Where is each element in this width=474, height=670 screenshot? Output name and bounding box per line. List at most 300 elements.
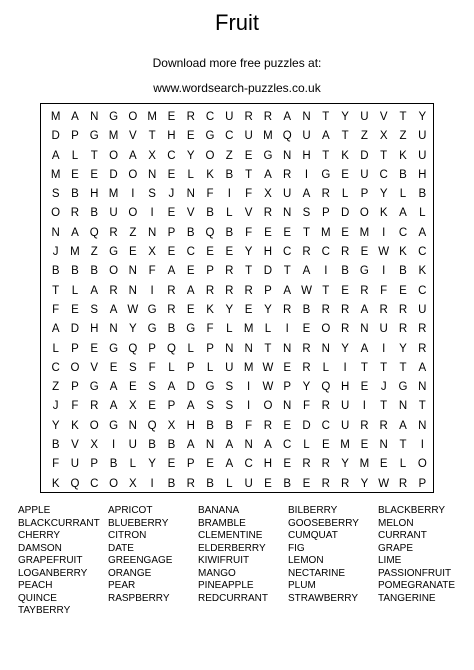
grid-letter: C <box>167 149 176 162</box>
grid-letter: F <box>245 188 253 201</box>
word-list-item: TAYBERRY <box>18 605 71 616</box>
grid-letter: V <box>71 439 79 452</box>
grid-letter: N <box>225 342 234 355</box>
grid-letter: A <box>225 439 234 452</box>
grid-row <box>46 359 431 378</box>
grid-letter: W <box>301 284 312 297</box>
grid-letter: E <box>341 226 349 239</box>
grid-letter: H <box>167 130 176 143</box>
grid-letter: M <box>243 361 254 374</box>
grid-row <box>46 436 431 455</box>
grid-letter: G <box>109 246 119 259</box>
download-text: Download more free puzzles at: <box>152 56 322 70</box>
grid-letter: R <box>225 265 234 278</box>
grid-letter: O <box>321 323 331 336</box>
grid-letter: L <box>226 207 233 220</box>
word-list-item: BILBERRY <box>288 505 338 516</box>
grid-letter: G <box>89 130 99 143</box>
grid-letter: X <box>148 246 156 259</box>
grid-letter: X <box>129 400 137 413</box>
grid-letter: L <box>399 458 407 471</box>
grid-letter: N <box>379 439 388 452</box>
grid-letter: E <box>360 381 369 394</box>
grid-letter: U <box>379 323 388 336</box>
grid-letter: U <box>340 419 350 432</box>
grid-letter: K <box>206 168 214 181</box>
grid-letter: C <box>205 111 215 123</box>
grid-letter: N <box>109 323 118 336</box>
grid-letter: M <box>359 458 370 471</box>
grid-letter: P <box>71 130 79 143</box>
grid-letter: T <box>322 284 330 297</box>
grid-letter: S <box>206 400 214 413</box>
grid-letter: Q <box>89 226 99 239</box>
grid-letter: U <box>360 168 369 181</box>
grid-letter: L <box>71 149 79 162</box>
grid-letter: C <box>225 130 234 143</box>
grid-letter: E <box>206 458 214 471</box>
grid-letter: N <box>302 111 311 123</box>
grid-row <box>46 243 431 262</box>
grid-letter: E <box>360 439 369 452</box>
grid-letter: J <box>52 400 59 413</box>
grid-letter: C <box>283 246 292 259</box>
grid-letter: T <box>322 111 330 123</box>
grid-letter: H <box>418 168 427 181</box>
grid-letter: E <box>167 458 176 471</box>
grid-letter: X <box>379 130 388 143</box>
grid-letter: T <box>52 284 60 297</box>
grid-letter: A <box>399 419 407 432</box>
grid-letter: V <box>186 207 195 220</box>
grid-letter: A <box>283 284 292 297</box>
grid-letter: R <box>109 226 118 239</box>
grid-letter: B <box>148 439 156 452</box>
grid-letter: U <box>360 111 369 123</box>
grid-letter: R <box>263 419 273 432</box>
grid-letter: S <box>148 188 156 201</box>
grid-letter: T <box>148 130 156 143</box>
grid-letter: F <box>302 400 311 413</box>
grid-letter: F <box>206 188 214 201</box>
grid-letter: V <box>379 111 388 123</box>
grid-letter: O <box>128 111 138 123</box>
grid-letter: Y <box>186 149 195 162</box>
grid-letter: Y <box>341 458 349 471</box>
grid-letter: A <box>418 361 427 374</box>
word-list-item: MELON <box>378 517 414 529</box>
grid-letter: T <box>380 149 388 162</box>
word-list-item: BLACKCURRANT <box>18 517 100 529</box>
grid-letter: C <box>418 246 427 259</box>
grid-letter: R <box>398 303 408 316</box>
word-list-item: TANGERINE <box>378 592 436 604</box>
grid-letter: O <box>128 168 138 181</box>
grid-letter: G <box>109 419 119 432</box>
grid-letter: T <box>245 168 253 181</box>
grid-letter: X <box>264 188 272 201</box>
grid-letter: M <box>340 439 350 452</box>
grid-letter: G <box>205 130 215 143</box>
grid-letter: R <box>302 458 311 471</box>
grid-letter: B <box>51 265 60 278</box>
word-list-item: BANANA <box>198 505 240 516</box>
grid-letter: L <box>206 361 214 374</box>
grid-letter: R <box>70 207 80 220</box>
grid-letter: C <box>244 458 253 471</box>
grid-letter: B <box>186 226 195 239</box>
grid-letter: N <box>418 419 427 432</box>
grid-letter: N <box>283 149 292 162</box>
word-list-item: POMEGRANATE <box>378 580 456 591</box>
grid-letter: S <box>302 207 311 220</box>
grid-letter: G <box>89 381 99 394</box>
word-list-item: FIG <box>288 542 305 554</box>
grid-letter: H <box>186 419 195 432</box>
grid-letter: Y <box>360 477 369 490</box>
grid-letter: R <box>263 111 273 123</box>
grid-letter: W <box>127 303 139 316</box>
grid-letter: T <box>245 265 253 278</box>
grid-letter: L <box>226 323 233 336</box>
grid-letter: G <box>205 381 215 394</box>
grid-row <box>46 127 431 146</box>
grid-letter: B <box>225 168 234 181</box>
grid-letter: A <box>109 400 118 413</box>
grid-letter: R <box>321 400 330 413</box>
grid-letter: E <box>186 130 195 143</box>
page-title: Fruit <box>215 10 259 35</box>
grid-letter: T <box>380 361 388 374</box>
grid-letter: O <box>109 265 119 278</box>
grid-letter: Y <box>148 458 156 471</box>
grid-letter: X <box>148 149 156 162</box>
grid-letter: E <box>167 168 176 181</box>
grid-letter: R <box>398 477 408 490</box>
website-url: www.wordsearch-puzzles.co.uk <box>153 81 321 95</box>
grid-letter: P <box>71 342 79 355</box>
grid-letter: F <box>245 226 253 239</box>
grid-letter: U <box>340 400 350 413</box>
grid-letter: M <box>147 111 157 123</box>
grid-letter: N <box>283 400 292 413</box>
grid-letter: R <box>321 477 330 490</box>
grid-letter: D <box>109 168 118 181</box>
grid-letter: N <box>283 342 292 355</box>
grid-letter: I <box>362 400 366 413</box>
grid-letter: E <box>244 149 253 162</box>
grid-letter: S <box>225 400 234 413</box>
grid-letter: G <box>321 168 331 181</box>
grid-letter: W <box>262 381 274 394</box>
grid-letter: L <box>129 458 137 471</box>
word-list-item: GRAPEFRUIT <box>18 555 83 566</box>
grid-letter: Z <box>129 226 137 239</box>
grid-letter: I <box>131 188 135 201</box>
word-list-item: LOGANBERRY <box>18 567 88 579</box>
word-list-item: PEAR <box>108 580 136 591</box>
grid-letter: L <box>226 477 233 490</box>
grid-letter: R <box>379 303 388 316</box>
grid-letter: D <box>70 323 80 336</box>
grid-row <box>46 204 431 223</box>
grid-letter: R <box>90 400 99 413</box>
grid-letter: L <box>399 188 407 201</box>
grid-letter: E <box>283 458 292 471</box>
grid-letter: P <box>148 342 156 355</box>
grid-letter: U <box>418 303 427 316</box>
grid-letter: E <box>148 400 156 413</box>
grid-letter: T <box>322 149 330 162</box>
word-list-item: CHERRY <box>18 530 61 541</box>
word-list-item: ORANGE <box>108 567 152 579</box>
grid-letter: J <box>168 188 175 201</box>
grid-letter: P <box>283 381 292 394</box>
grid-letter: I <box>150 207 154 220</box>
grid-letter: T <box>90 149 98 162</box>
grid-letter: C <box>379 168 388 181</box>
grid-letter: F <box>206 323 214 336</box>
grid-letter: A <box>225 458 234 471</box>
grid-letter: Y <box>225 303 234 316</box>
grid-letter: O <box>51 207 61 220</box>
grid-letter: M <box>359 226 370 239</box>
word-list-item: QUINCE <box>18 592 57 604</box>
grid-letter: R <box>205 284 215 297</box>
grid-letter: R <box>302 246 311 259</box>
grid-letter: L <box>322 361 329 374</box>
grid-letter: W <box>262 361 274 374</box>
grid-letter: T <box>283 265 291 278</box>
grid-letter: Q <box>282 130 292 143</box>
grid-letter: N <box>128 265 137 278</box>
grid-letter: R <box>283 303 292 316</box>
grid-letter: P <box>418 477 427 490</box>
grid-letter: Z <box>52 381 60 394</box>
grid-row <box>46 397 431 416</box>
grid-letter: R <box>225 284 234 297</box>
grid-row <box>46 301 431 320</box>
grid-letter: J <box>380 381 387 394</box>
grid-letter: E <box>225 246 234 259</box>
grid-letter: G <box>398 381 408 394</box>
grid-letter: U <box>244 130 253 143</box>
grid-letter: B <box>302 303 311 316</box>
grid-letter: B <box>167 477 176 490</box>
grid-letter: M <box>50 111 61 123</box>
grid-letter: A <box>186 400 195 413</box>
grid-letter: N <box>147 168 157 181</box>
grid-letter: P <box>360 188 369 201</box>
grid-letter: C <box>321 246 330 259</box>
grid-letter: Z <box>399 130 407 143</box>
grid-letter: A <box>264 439 272 452</box>
grid-row <box>46 282 431 301</box>
grid-letter: Y <box>264 303 272 316</box>
word-list-item: CURRANT <box>378 530 427 541</box>
grid-letter: C <box>186 246 195 259</box>
grid-letter: P <box>167 226 176 239</box>
grid-letter: V <box>90 361 99 374</box>
grid-letter: S <box>51 188 60 201</box>
grid-letter: A <box>302 265 311 278</box>
grid-letter: R <box>167 284 176 297</box>
grid-letter: A <box>418 226 427 239</box>
grid-letter: T <box>399 361 407 374</box>
grid-letter: R <box>321 303 330 316</box>
grid-letter: Y <box>341 342 349 355</box>
grid-letter: A <box>360 342 369 355</box>
grid-letter: R <box>244 284 253 297</box>
grid-letter: I <box>343 361 347 374</box>
grid-letter: B <box>341 265 349 278</box>
grid-letter: E <box>90 168 99 181</box>
grid-letter: C <box>283 439 292 452</box>
word-list-item: CUMQUAT <box>288 530 338 541</box>
grid-letter: O <box>109 149 119 162</box>
grid-letter: E <box>379 458 388 471</box>
grid-letter: N <box>398 400 408 413</box>
word-list-item: REDCURRANT <box>198 592 268 604</box>
grid-letter: B <box>418 188 427 201</box>
grid-letter: G <box>186 323 196 336</box>
grid-letter: P <box>206 342 214 355</box>
grid-row <box>46 185 431 204</box>
grid-letter: F <box>380 284 388 297</box>
grid-letter: L <box>168 361 175 374</box>
word-list-item: ELDERBERRY <box>198 542 266 554</box>
grid-letter: A <box>51 149 60 162</box>
word-list-item: PEACH <box>18 580 53 591</box>
grid-letter: R <box>283 168 292 181</box>
grid-letter: E <box>283 226 292 239</box>
word-list-item: PINEAPPLE <box>198 580 254 591</box>
grid-letter: E <box>321 439 330 452</box>
grid-letter: A <box>283 111 292 123</box>
grid-letter: O <box>109 477 119 490</box>
grid-letter: G <box>359 265 369 278</box>
grid-letter: R <box>167 303 176 316</box>
grid-letter: O <box>205 149 215 162</box>
grid-letter: W <box>378 246 390 259</box>
word-search-grid <box>40 103 434 493</box>
grid-letter: A <box>186 284 195 297</box>
grid-letter: H <box>263 246 273 259</box>
grid-letter: B <box>71 265 79 278</box>
grid-letter: Z <box>360 130 368 143</box>
grid-row <box>46 417 431 436</box>
grid-letter: Y <box>399 342 407 355</box>
grid-letter: X <box>90 439 99 452</box>
grid-letter: T <box>399 111 407 123</box>
grid-letter: B <box>225 419 234 432</box>
word-list-item: APPLE <box>18 505 51 516</box>
grid-letter: B <box>206 477 214 490</box>
grid-letter: L <box>419 207 426 220</box>
grid-letter: L <box>187 342 194 355</box>
grid-letter: F <box>245 419 253 432</box>
grid-letter: M <box>108 188 119 201</box>
grid-letter: E <box>186 303 195 316</box>
grid-letter: E <box>264 226 272 239</box>
grid-letter: G <box>147 323 157 336</box>
grid-letter: E <box>206 246 214 259</box>
grid-letter: K <box>379 207 388 220</box>
grid-letter: Y <box>244 246 253 259</box>
grid-letter: Q <box>147 419 157 432</box>
grid-letter: A <box>109 303 118 316</box>
grid-letter: D <box>263 265 273 278</box>
grid-letter: A <box>167 265 176 278</box>
grid-letter: E <box>302 477 311 490</box>
grid-letter: B <box>399 168 407 181</box>
grid-letter: A <box>129 149 137 162</box>
grid-letter: A <box>264 168 272 181</box>
grid-letter: E <box>341 168 349 181</box>
grid-letter: N <box>418 381 427 394</box>
grid-letter: Q <box>166 342 176 355</box>
grid-letter: E <box>399 284 407 297</box>
grid-row <box>46 262 431 281</box>
grid-letter: B <box>399 265 407 278</box>
grid-letter: A <box>71 226 79 239</box>
grid-letter: D <box>360 149 369 162</box>
grid-letter: B <box>167 439 176 452</box>
grid-letter: H <box>302 149 311 162</box>
grid-letter: O <box>89 419 99 432</box>
word-list-item: LEMON <box>288 555 324 566</box>
grid-letter: N <box>321 342 330 355</box>
grid-letter: E <box>186 265 195 278</box>
grid-letter: U <box>283 188 292 201</box>
grid-letter: M <box>263 130 273 143</box>
grid-letter: U <box>418 149 427 162</box>
grid-letter: Y <box>379 188 388 201</box>
word-list-item: MANGO <box>198 567 236 579</box>
grid-letter: E <box>129 246 137 259</box>
grid-letter: D <box>51 130 60 143</box>
grid-letter: R <box>109 284 118 297</box>
grid-letter: E <box>360 246 369 259</box>
word-list-item: LIME <box>378 555 402 566</box>
grid-letter: R <box>418 342 427 355</box>
grid-letter: A <box>186 439 195 452</box>
grid-row <box>46 378 431 397</box>
word-list-item: PASSIONFRUIT <box>378 567 452 579</box>
grid-letter: Y <box>341 111 349 123</box>
grid-letter: E <box>90 342 99 355</box>
grid-letter: P <box>90 458 99 471</box>
grid-letter: T <box>302 226 311 239</box>
grid-letter: Y <box>129 323 137 336</box>
grid-letter: T <box>418 400 426 413</box>
grid-letter: R <box>186 111 195 123</box>
grid-letter: U <box>225 111 234 123</box>
grid-letter: T <box>399 439 407 452</box>
word-list-item: BRAMBLE <box>198 517 246 529</box>
grid-row <box>46 320 431 339</box>
grid-letter: I <box>247 400 251 413</box>
grid-letter: P <box>321 207 330 220</box>
word-list-item: RASPBERRY <box>108 592 170 604</box>
grid-letter: E <box>264 477 272 490</box>
grid-letter: R <box>321 458 330 471</box>
grid-letter: E <box>167 246 176 259</box>
grid-letter: I <box>150 284 154 297</box>
grid-letter: L <box>303 439 310 452</box>
word-list-item: PLUM <box>288 580 316 591</box>
grid-letter: M <box>70 246 80 259</box>
